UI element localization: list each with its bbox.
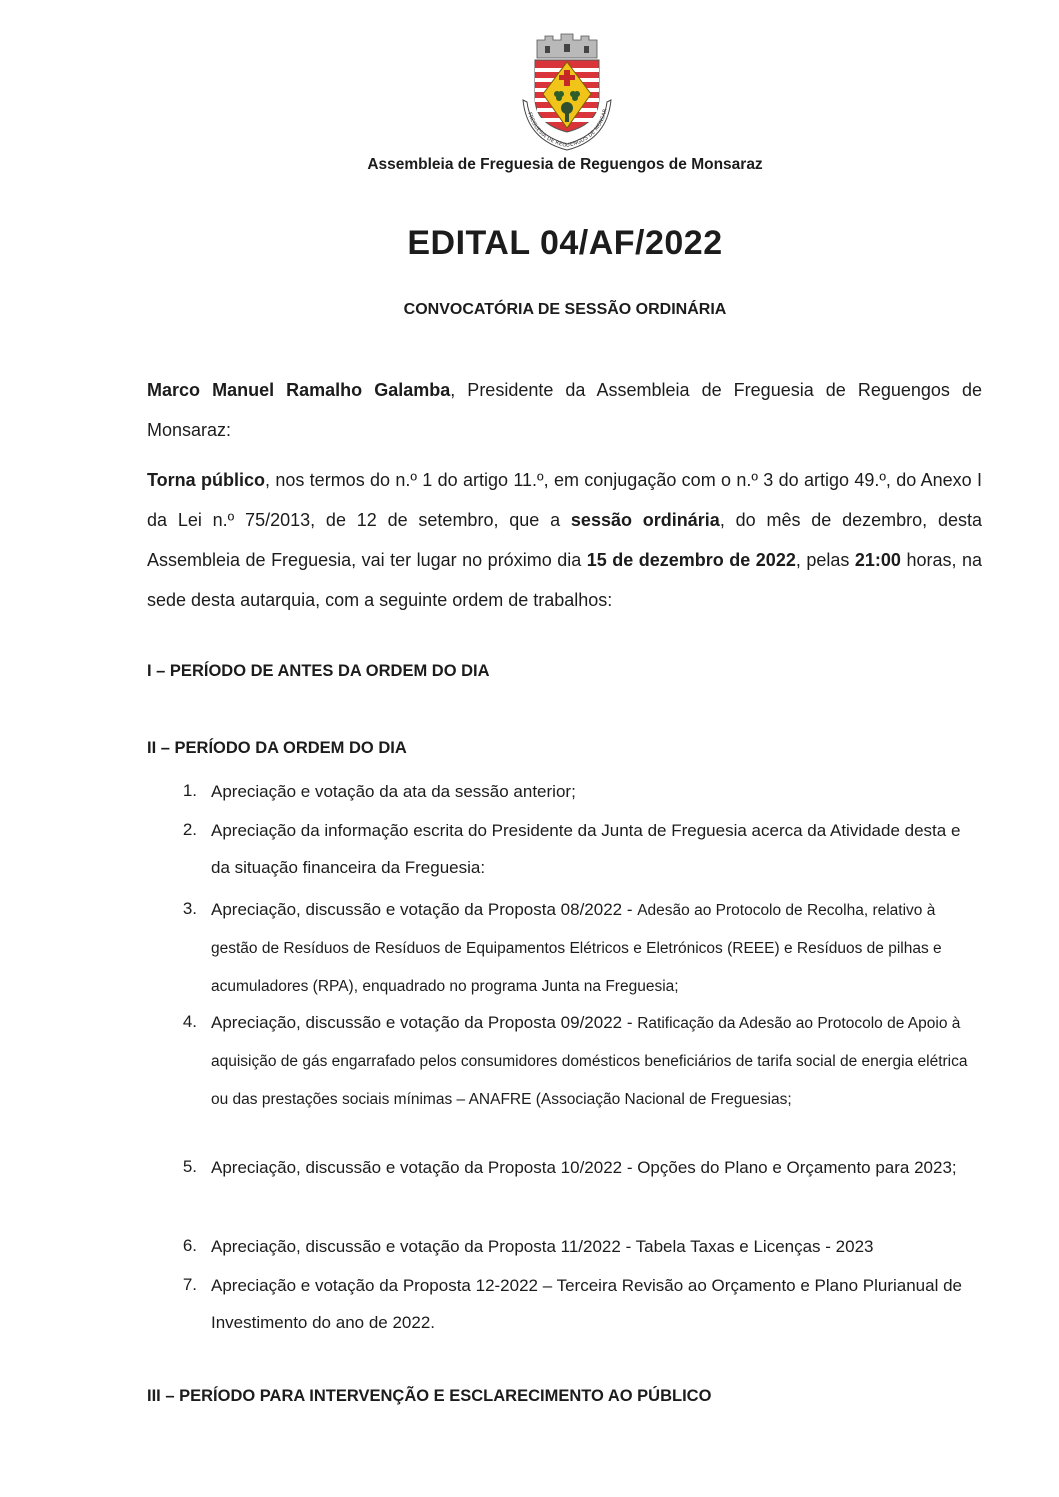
- notice-text: , pelas: [795, 550, 855, 570]
- agenda-item-main: Apreciação e votação da Proposta 12-2022 – Terceira Revisão ao Orçamento e Plano Plurianual de Investimento do ano de 2022.: [211, 1276, 962, 1332]
- agenda-item-text: [211, 891, 982, 1005]
- agenda-item-number: 6.: [182, 1236, 197, 1255]
- agenda-item-number: 2.: [182, 820, 197, 839]
- subtitle: CONVOCATÓRIA DE SESSÃO ORDINÁRIA: [403, 301, 727, 318]
- agenda-item-main: Apreciação, discussão e votação da Proposta 10/2022 - Opções do Plano e Orçamento para 2023;: [211, 1158, 957, 1177]
- agenda-item-number: 1.: [182, 781, 197, 800]
- agenda-item-main: Apreciação, discussão e votação da Proposta 08/2022 -: [211, 900, 638, 919]
- section-heading-2: II – PERÍODO DA ORDEM DO DIA: [147, 739, 407, 757]
- notice-lead: Torna público: [147, 470, 265, 490]
- notice-text: , do mês de dezembro, desta Assembleia de Freguesia, vai ter lugar no próximo dia: [147, 510, 982, 570]
- session-date: 15 de dezembro de 2022: [586, 550, 796, 570]
- edital-title: EDITAL 04/AF/2022: [407, 224, 723, 262]
- agenda-item-number: 7.: [182, 1275, 197, 1294]
- notice-text: , nos termos do n.º 1 do artigo 11.º, em conjugação com o n.º 3 do artigo 49.º, do Anexo I da Lei n.º 75/2013, de 12 de setembro, que a: [147, 470, 982, 530]
- agenda-item-text: [211, 812, 982, 886]
- agenda-item-main: Apreciação da informação escrita do Presidente da Junta de Freguesia acerca da Atividade desta e da situação financeira da Freguesia:: [211, 821, 961, 877]
- section-heading-3: III – PERÍODO PARA INTERVENÇÃO E ESCLARECIMENTO AO PÚBLICO: [147, 1387, 712, 1405]
- agenda-item-text: [211, 1267, 982, 1341]
- agenda-item-main: Apreciação, discussão e votação da Proposta 09/2022 -: [211, 1013, 638, 1032]
- assembly-name: Assembleia de Freguesia de Reguengos de Monsaraz: [367, 156, 763, 173]
- session-time: 21:00: [854, 550, 901, 570]
- notice-text: horas, na sede desta autarquia, com a seguinte ordem de trabalhos:: [147, 550, 982, 610]
- session-type: sessão ordinária: [570, 510, 720, 530]
- agenda-item-number: 4.: [182, 1012, 197, 1031]
- agenda-item-number: 3.: [182, 899, 197, 918]
- agenda-item-main: Apreciação e votação da ata da sessão anterior;: [211, 782, 576, 801]
- agenda-item-text: [211, 1228, 982, 1265]
- intro-text: , Presidente da Assembleia de Freguesia de Reguengos de Monsaraz:: [147, 380, 983, 440]
- agenda-item-text: [211, 773, 982, 810]
- agenda-item-text: [211, 1149, 982, 1186]
- parish-coat-of-arms-seal: [515, 28, 619, 158]
- agenda-item-detail: Ratificação da Adesão ao Protocolo de Apoio à aquisição de gás engarrafado pelos consumidores domésticos beneficiários de tarifa social de energia elétrica ou das prestações sociais mínimas – ANAFRE (Associação Nacional de Freguesias;: [211, 1015, 968, 1108]
- agenda-item-main: Apreciação, discussão e votação da Proposta 11/2022 - Tabela Taxas e Licenças - 2023: [211, 1237, 874, 1256]
- notice-paragraph: [147, 460, 982, 620]
- agenda-item-number: 5.: [182, 1157, 197, 1176]
- president-name: Marco Manuel Ramalho Galamba: [147, 380, 451, 400]
- section-heading-1: I – PERÍODO DE ANTES DA ORDEM DO DIA: [147, 662, 490, 680]
- crest-ribbon-text: FREGUESIA DE REGUENGOS DE MONSAR: [526, 108, 609, 150]
- agenda-item-text: [211, 1004, 982, 1118]
- intro-paragraph: [147, 370, 982, 450]
- agenda-item-detail: Adesão ao Protocolo de Recolha, relativo à gestão de Resíduos de Resíduos de Equipamentos Elétricos e Eletrónicos (REEE) e Resíduos de pilhas e acumuladores (RPA), enquadrado no programa Junta na Freguesia;: [211, 902, 942, 995]
